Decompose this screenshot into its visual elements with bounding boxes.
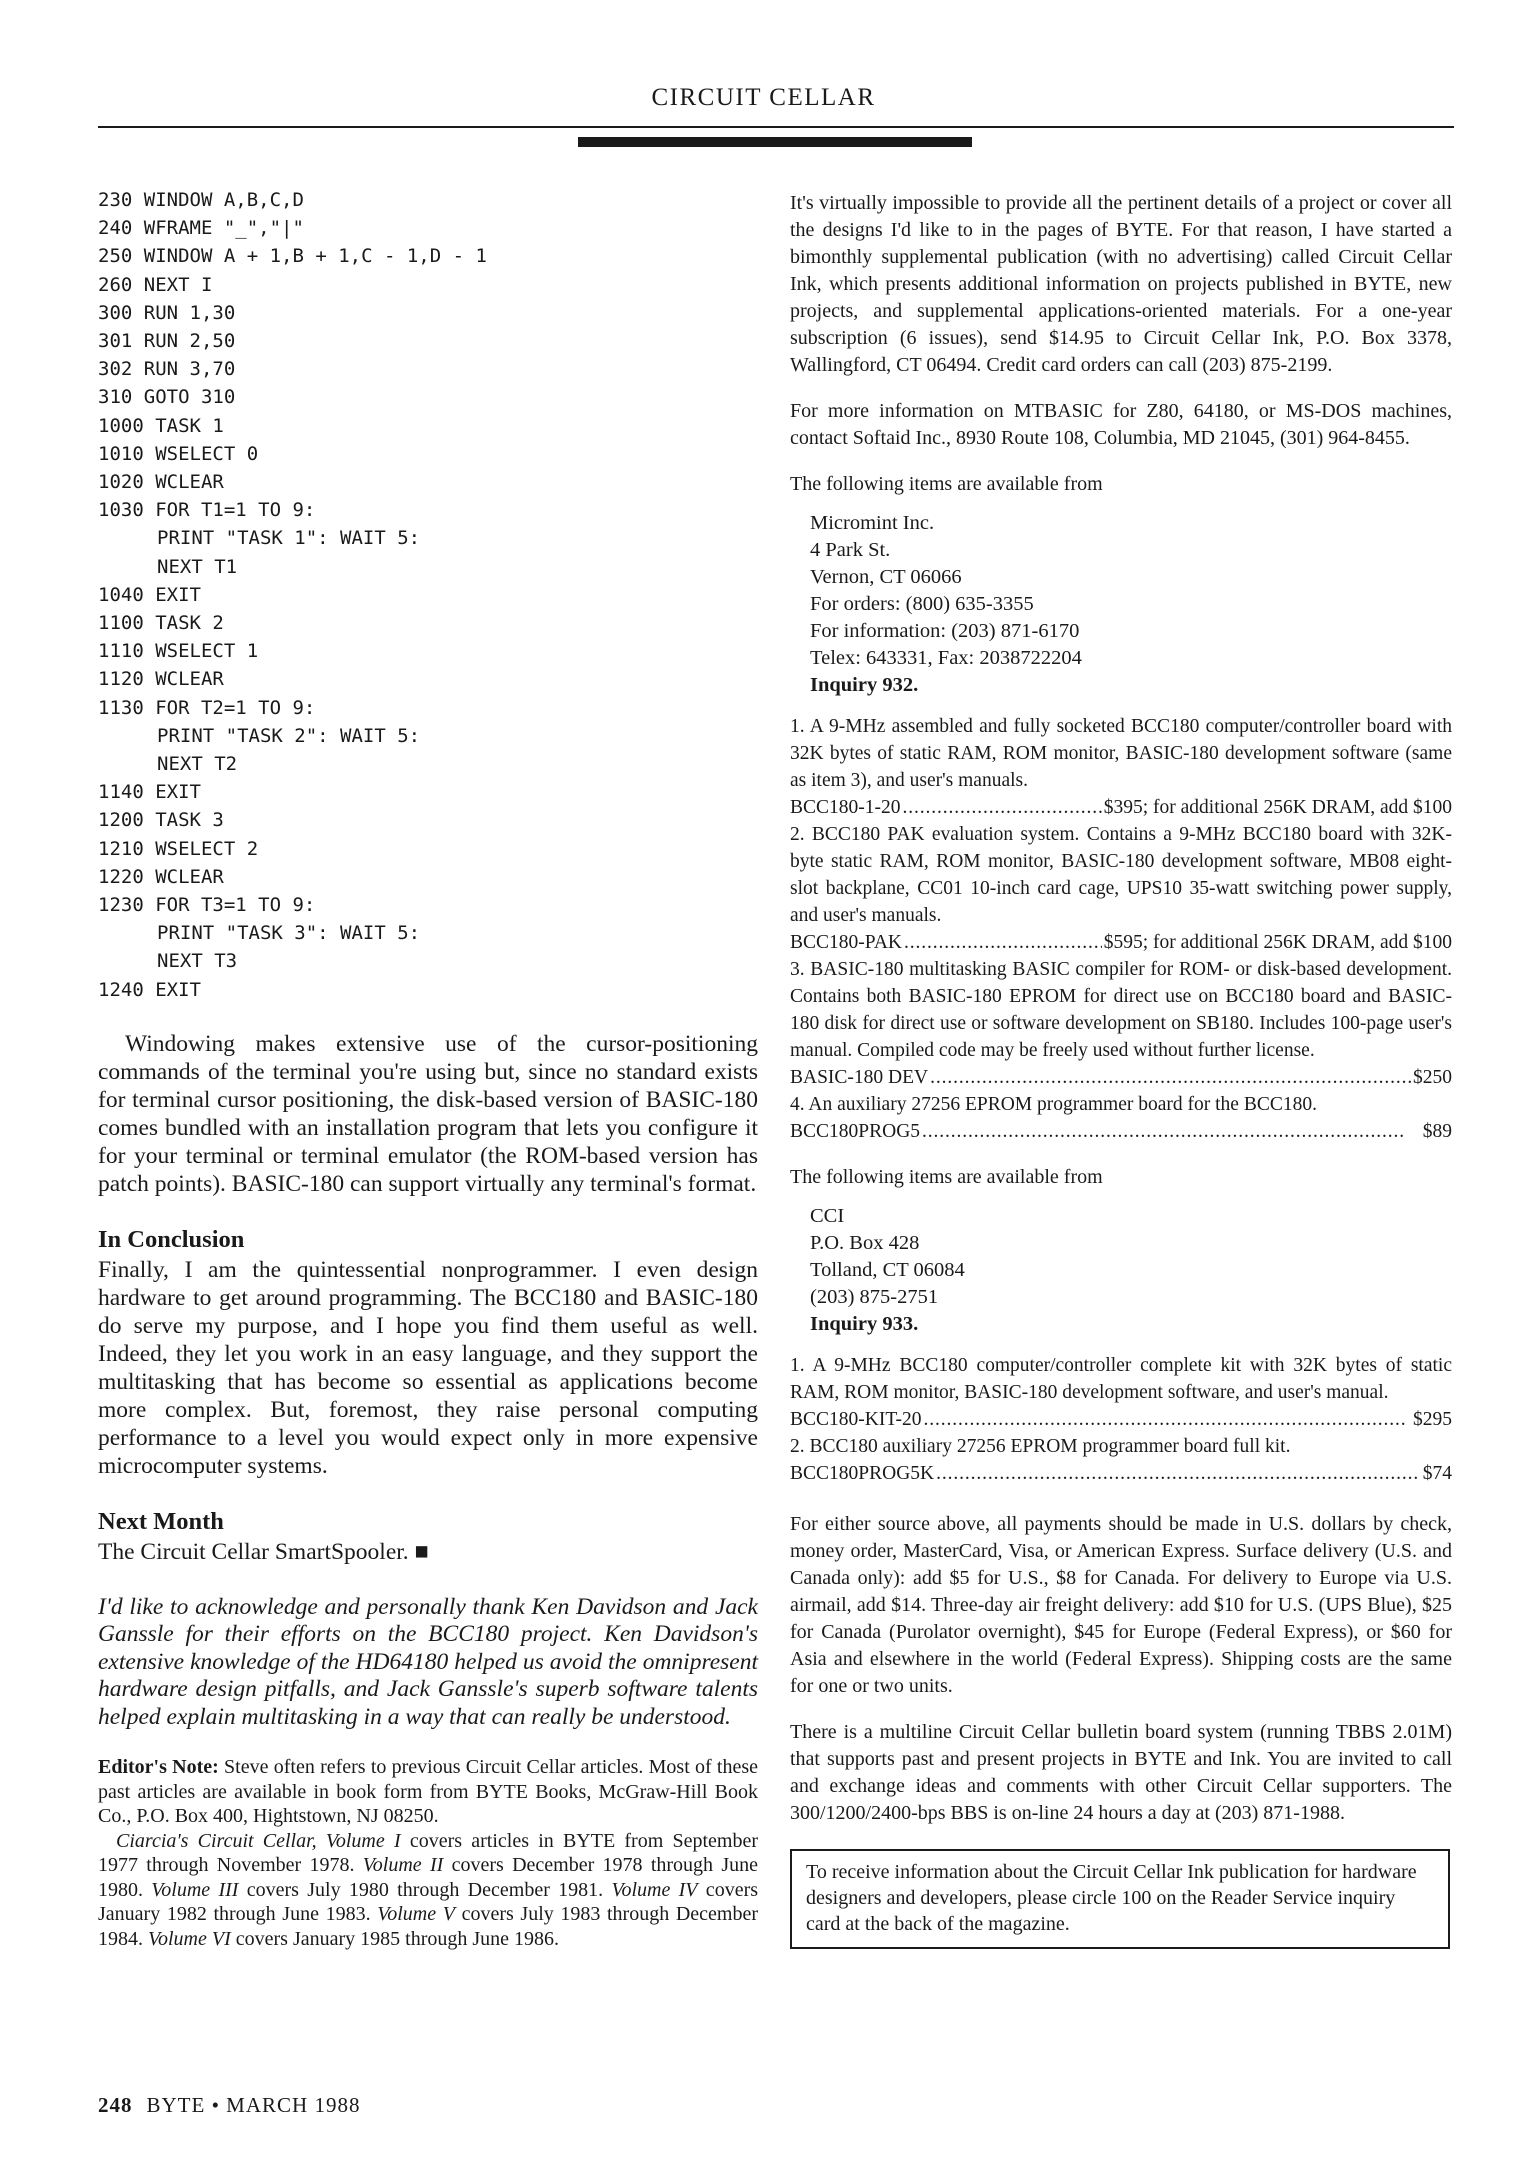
code-line: 1030 FOR T1=1 TO 9: <box>98 499 316 522</box>
code-line: 1230 FOR T3=1 TO 9: <box>98 894 316 917</box>
micromint-telex-fax: Telex: 643331, Fax: 2038722204 <box>810 647 1082 669</box>
item-3-text: 3. BASIC-180 multitasking BASIC compiler for ROM- or disk-based development. Contains both BASIC-180 EPROM for direct use on BCC180 board and BASIC-180 disk for direct use or software development on SB180. Includes 100-page user's manual. Compiled code may be freely used without further license. <box>790 959 1452 1061</box>
running-header: CIRCUIT CELLAR <box>651 84 876 111</box>
conclusion-paragraph: Finally, I am the quintessential nonprogrammer. I even design hardware to get around programming. The BCC180 and BASIC-180 do serve my purpose, and I hope you find them useful as well. Indeed, they let you work in an easy language, and they support the multitasking that has become so essential as applications become more complex. But, foremost, they raise personal computing performance to a level you would expect only in more expensive microcomputer systems. <box>98 1256 758 1479</box>
code-line: PRINT "TASK 2": WAIT 5: <box>157 724 421 747</box>
code-line: 1040 EXIT <box>98 583 201 606</box>
page-footer <box>98 2093 360 2118</box>
payment-paragraph: For either source above, all payments should be made in U.S. dollars by check, money order, MasterCard, Visa, or American Express. Surface delivery (U.S. and Canada only): add $5 for U.S., $8 for Canada. For delivery to Europe via U.S. airmail, add $14. Three-day air freight delivery: add $10 for U.S. (UPS Blue), $25 for Canada (Purolator overnight), $45 for Europe (Federal Express), or $60 for Asia and elsewhere in the world (Federal Express). Shipping costs are the same for one or two units. <box>790 1513 1452 1697</box>
cci-item-1-price-line <box>790 1406 1452 1433</box>
cci-item-1-code: BCC180-KIT-20 <box>790 1409 922 1430</box>
item-1-price-line <box>790 794 1452 821</box>
code-line: 250 WINDOW A + 1,B + 1,C - 1,D - 1 <box>98 245 487 268</box>
cci-item-2-description: 2. BCC180 auxiliary 27256 EPROM programmer board full kit. <box>790 1436 1291 1457</box>
code-line: NEXT T1 <box>157 555 238 578</box>
dot-leader <box>922 1118 1421 1145</box>
bbs-paragraph: There is a multiline Circuit Cellar bulletin board system (running TBBS 2.01M) that supports past and present projects in BYTE and Ink. You are invited to call and exchange ideas and comments with other Circuit Cellar supporters. The 300/1200/2400-bps BBS is on-line 24 hours a day at (203) 871-1988. <box>790 1721 1452 1824</box>
end-mark: ■ <box>414 1538 429 1565</box>
dot-leader <box>904 929 1102 956</box>
code-line: PRINT "TASK 3": WAIT 5: <box>157 922 421 945</box>
cci-phone: (203) 875-2751 <box>810 1286 939 1308</box>
acknowledgment: I'd like to acknowledge and personally thank Ken Davidson and Jack Ganssle for their efforts on the BCC180 project. Ken Davidson's extensive knowledge of the HD64180 helped us avoid the omnipresent hardware design pitfalls, and Jack Ganssle's superb software talents helped explain multitasking in a way that can really be understood. <box>98 1593 758 1730</box>
code-line: 260 NEXT I <box>98 273 213 296</box>
item-2-code: BCC180-PAK <box>790 932 902 953</box>
code-line: 230 WINDOW A,B,C,D <box>98 189 304 211</box>
cci-items <box>790 1352 1452 1487</box>
volume-4-text: covers January 1982 through June 1983. <box>98 1878 759 1926</box>
item-4-price-line <box>790 1118 1452 1145</box>
code-line: 1140 EXIT <box>98 781 201 804</box>
micromint-inquiry: Inquiry 932. <box>810 674 919 696</box>
editors-note <box>98 1755 758 1951</box>
volume-5-text: covers July 1983 through December 1984. <box>98 1903 759 1950</box>
item-4-code: BCC180PROG5 <box>790 1121 921 1142</box>
code-line: 300 RUN 1,30 <box>98 301 236 324</box>
cci-address <box>810 1203 1452 1338</box>
item-1-price: $395; for additional 256K DRAM, add $100 <box>1103 797 1452 818</box>
code-line: 1020 WCLEAR <box>98 471 224 494</box>
code-listing <box>98 186 758 1004</box>
code-line: NEXT T3 <box>157 950 238 973</box>
volume-2-title: Volume II <box>362 1854 444 1877</box>
header-bar <box>578 137 972 147</box>
micromint-address <box>810 510 1452 699</box>
code-line: 1240 EXIT <box>98 978 201 1001</box>
item-2-price: $595; for additional 256K DRAM, add $100 <box>1103 932 1452 953</box>
micromint-street: 4 Park St. <box>810 539 891 561</box>
micromint-name: Micromint Inc. <box>810 512 935 534</box>
magazine-issue: BYTE • MARCH 1988 <box>146 2093 361 2117</box>
volume-4-title: Volume IV <box>611 1878 698 1901</box>
cci-box: P.O. Box 428 <box>810 1232 920 1254</box>
micromint-items <box>790 713 1452 1145</box>
code-line: 1130 FOR T2=1 TO 9: <box>98 696 316 719</box>
cci-item-1-price: $295 <box>1413 1409 1452 1430</box>
volumes-paragraph <box>98 1829 758 1952</box>
volume-6-text: covers January 1985 through June 1986. <box>230 1927 560 1950</box>
volume-6-title: Volume VI <box>148 1927 231 1950</box>
volume-3-title: Volume III <box>151 1878 239 1901</box>
item-4-price: $89 <box>1422 1121 1452 1142</box>
left-column <box>98 186 758 1951</box>
item-2-description: 2. BCC180 PAK evaluation system. Contains a 9-MHz BCC180 board with 32K-byte static RAM, ROM monitor, BASIC-180 development software, MB08 eight-slot backplane, CC01 10-inch card cage, UPS10 35-watt switching power supply, and user's manuals. <box>790 824 1452 926</box>
item-2-price-line <box>790 929 1452 956</box>
code-line: 240 WFRAME "_","|" <box>98 217 304 240</box>
cci-city: Tolland, CT 06084 <box>810 1259 965 1281</box>
next-month-heading: Next Month <box>98 1507 224 1535</box>
cci-item-2-price: $74 <box>1422 1463 1452 1484</box>
cci-availability: The following items are available from <box>790 1166 1103 1188</box>
volume-1-text: covers articles in BYTE from September 1977 through November 1978. <box>98 1829 758 1877</box>
dot-leader <box>903 794 1102 821</box>
code-line: 301 RUN 2,50 <box>98 330 236 353</box>
code-line: 1220 WCLEAR <box>98 865 224 888</box>
next-month-text <box>98 1538 758 1566</box>
code-line: 1010 WSELECT 0 <box>98 442 259 465</box>
next-month-title: The Circuit Cellar SmartSpooler. <box>98 1538 409 1565</box>
code-line: 1210 WSELECT 2 <box>98 837 259 860</box>
cci-inquiry: Inquiry 933. <box>810 1313 919 1335</box>
ink-intro-paragraph: It's virtually impossible to provide all the pertinent details of a project or cover all the designs I'd like to in the pages of BYTE. For that reason, I have started a bimonthly supplemental publication (with no advertising) called Circuit Cellar Ink, which presents additional information on projects published in BYTE, new projects, and supplemental applications-oriented materials. For a one-year subscription (6 issues), send $14.95 to Circuit Cellar Ink, P.O. Box 3378, Wallingford, CT 06494. Credit card orders can call (203) 875-2199. <box>790 192 1452 376</box>
item-3-description <box>790 956 1452 1064</box>
code-line: 302 RUN 3,70 <box>98 358 236 381</box>
cci-name: CCI <box>810 1205 845 1227</box>
volume-1-title: Ciarcia's Circuit Cellar, Volume I <box>116 1829 401 1852</box>
editors-note-label: Editor's Note: <box>98 1756 219 1779</box>
cci-item-2-code: BCC180PROG5K <box>790 1463 935 1484</box>
micromint-availability: The following items are available from <box>790 473 1103 495</box>
code-line: NEXT T2 <box>157 753 238 776</box>
micromint-orders-phone: For orders: (800) 635-3355 <box>810 593 1034 615</box>
ink-info-box: To receive information about the Circuit Cellar Ink publication for hardware designers and developers, please circle 100 on the Reader Service inquiry card at the back of the magazine. <box>790 1849 1450 1949</box>
cci-item-2-price-line <box>790 1460 1452 1487</box>
dot-leader <box>936 1460 1421 1487</box>
item-1-code: BCC180-1-20 <box>790 797 901 818</box>
mtbasic-paragraph: For more information on MTBASIC for Z80, 64180, or MS-DOS machines, contact Softaid Inc., 8930 Route 108, Columbia, MD 21045, (301) 964-8455. <box>790 400 1452 449</box>
header-rule <box>98 126 1454 128</box>
right-column <box>790 190 1452 1949</box>
editors-note-text: Steve often refers to previous Circuit Cellar articles. Most of these past articles are available in book form from BYTE Books, McGraw-Hill Book Co., P.O. Box 400, Hightstown, NJ 08250. <box>98 1756 759 1828</box>
micromint-city: Vernon, CT 06066 <box>810 566 962 588</box>
conclusion-heading: In Conclusion <box>98 1225 245 1253</box>
page-number: 248 <box>98 2093 133 2117</box>
cci-item-1-description: 1. A 9-MHz BCC180 computer/controller complete kit with 32K bytes of static RAM, ROM monitor, BASIC-180 development software, and user's manual. <box>790 1355 1452 1403</box>
code-line: 1120 WCLEAR <box>98 668 224 691</box>
item-3-price-line <box>790 1064 1452 1091</box>
micromint-info-phone: For information: (203) 871-6170 <box>810 620 1080 642</box>
windowing-paragraph: Windowing makes extensive use of the cursor-positioning commands of the terminal you're using but, since no standard exists for terminal cursor positioning, the disk-based version of BASIC-180 comes bundled with an installation program that lets you configure it for your terminal or terminal emulator (the ROM-based version has patch points). BASIC-180 can support virtually any terminal's format. <box>98 1030 758 1197</box>
item-1-description: 1. A 9-MHz assembled and fully socketed BCC180 computer/controller board with 32K bytes of static RAM, ROM monitor, BASIC-180 development software (same as item 3), and user's manuals. <box>790 716 1452 791</box>
item-4-description: 4. An auxiliary 27256 EPROM programmer board for the BCC180. <box>790 1094 1317 1115</box>
volume-2-text: covers December 1978 through June 1980. <box>98 1854 758 1901</box>
volume-5-title: Volume V <box>377 1903 455 1926</box>
code-line: 1100 TASK 2 <box>98 612 224 635</box>
item-3-price: $250 <box>1413 1067 1452 1088</box>
code-line: 310 GOTO 310 <box>98 386 236 409</box>
item-3-code: BASIC-180 DEV <box>790 1067 929 1088</box>
code-line: 1000 TASK 1 <box>98 414 224 437</box>
dot-leader <box>923 1406 1411 1433</box>
volume-3-text: covers July 1980 through December 1981. <box>238 1878 612 1901</box>
dot-leader <box>930 1064 1411 1091</box>
code-line: 1110 WSELECT 1 <box>98 640 259 663</box>
code-line: 1200 TASK 3 <box>98 809 224 832</box>
code-line: PRINT "TASK 1": WAIT 5: <box>157 527 421 550</box>
